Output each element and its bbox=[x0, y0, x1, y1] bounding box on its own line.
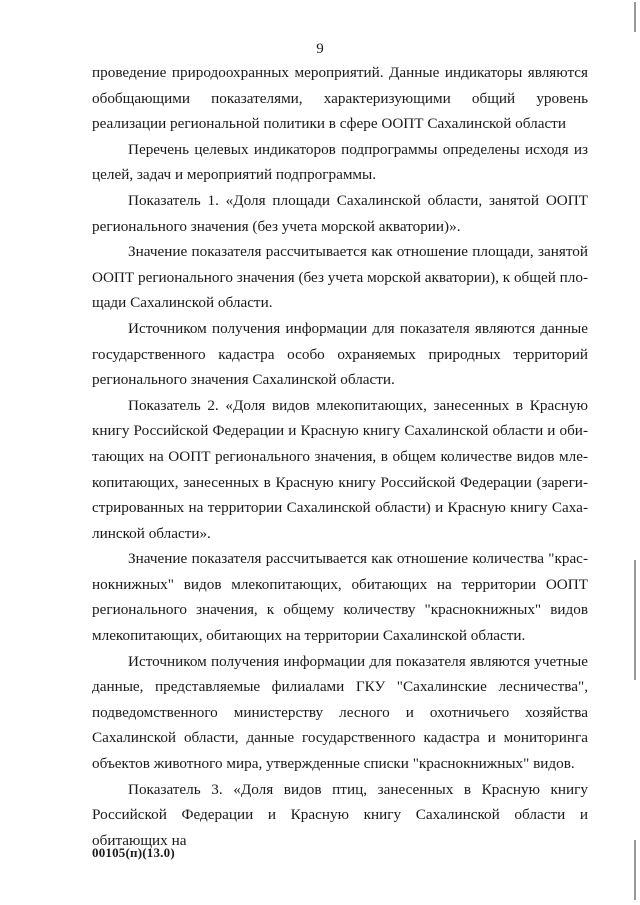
paragraph-indicator-2: Показатель 2. «Доля видов млекопитающих, занесенных в Красную книгу Российской Федерации и Красную книгу Сахалинской области и обитающих на ООПТ регионального значения, в общем количестве видов млекопитающих, занесенных в Красную книгу Российской Федерации (зарегистрированных на территории Сахалинской области) и Красную книгу Сахалинской области». bbox=[92, 396, 588, 542]
scan-edge-mark bbox=[634, 2, 636, 32]
paragraph-indicator-2-calculation: Значение показателя рассчитывается как отношение количества "краснокнижных" видов млекопитающих, обитающих на территории ООПТ регионального значения, к общему количеству "краснокнижных" видов млекопитающих, обитающих на территории Сахалинской области. bbox=[92, 550, 588, 645]
paragraph-indicator-2-source: Источником получения информации для показателя являются учетные данные, представляемые филиалами ГКУ "Сахалинские лесничества", подведомственного министерству лесного и охотничьего хозяйства Сахалинской области, данные государственного кадастра и мониторинга объектов животного мира, утвержденные списки "краснокнижных" видов. bbox=[92, 652, 588, 773]
paragraph-indicator-3: Показатель 3. «Доля видов птиц, занесенных в Красную книгу Российской Федерации и Красную книгу Сахалинской области и обитающих на bbox=[92, 780, 588, 849]
paragraph-indicator-1-source: Источником получения информации для показателя являются данные государственного кадастра особо охраняемых природных территорий регионального значения Сахалинской области. bbox=[92, 319, 588, 389]
scan-edge-mark bbox=[634, 840, 636, 900]
document-body bbox=[92, 60, 588, 853]
paragraph-indicators-list: Перечень целевых индикаторов подпрограммы определены исходя из целей, задач и мероприятий подпрограммы. bbox=[92, 140, 588, 184]
paragraph-intro-continuation: проведение природоохранных мероприятий. Данные индикаторы являются обобщающими показателями, характеризующими общий уровень реализации региональной политики в сфере ООПТ Сахалинской области bbox=[92, 64, 588, 133]
paragraph-indicator-1-calculation: Значение показателя рассчитывается как отношение площади, занятой ООПТ регионального значения (без учета морской акватории), к общей площади Сахалинской области. bbox=[92, 243, 588, 312]
paragraph-indicator-1: Показатель 1. «Доля площади Сахалинской области, занятой ООПТ регионального значения (без учета морской акватории)». bbox=[92, 191, 588, 235]
page-number: 9 bbox=[316, 41, 324, 57]
document-footer-code: 00105(п)(13.0) bbox=[92, 845, 175, 860]
scan-edge-mark bbox=[634, 560, 636, 680]
